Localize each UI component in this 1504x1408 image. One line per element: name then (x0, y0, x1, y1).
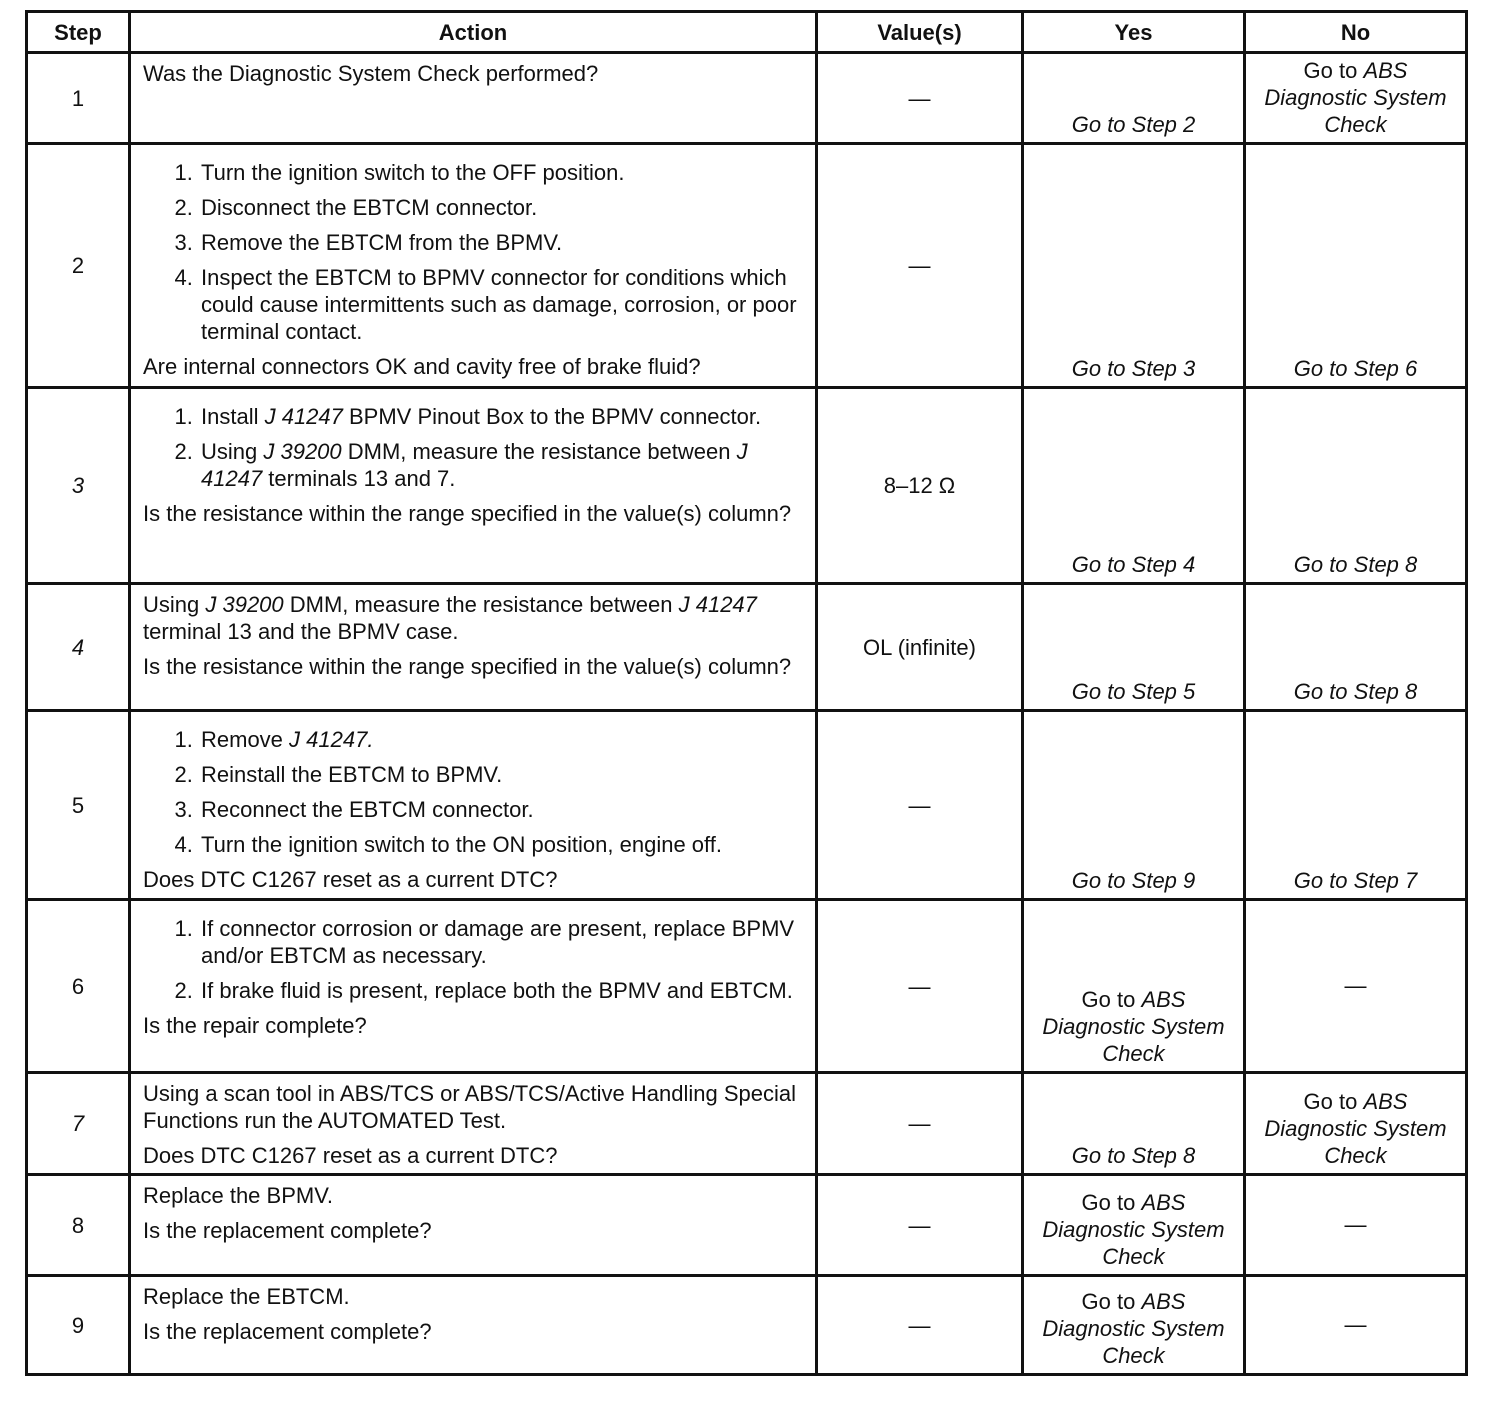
abs-check-ref: ABS Diagnostic System Check (1042, 1190, 1225, 1269)
action-step: 3. Remove the EBTCM from the BPMV. (199, 229, 809, 256)
no-cell: Go to Step 8 (1245, 584, 1467, 711)
header-value: Value(s) (817, 12, 1023, 53)
step-number: 7 (27, 1073, 130, 1175)
action-cell (130, 900, 817, 1073)
abs-check-ref: ABS Diagnostic System Check (1042, 1289, 1225, 1368)
value-cell: OL (infinite) (817, 584, 1023, 711)
table-row (27, 584, 1467, 711)
table-row (27, 711, 1467, 900)
tool-ref: J 39200 (205, 592, 284, 617)
action-question: Is the repair complete? (143, 1013, 367, 1038)
header-action: Action (130, 12, 817, 53)
header-no: No (1245, 12, 1467, 53)
action-question: Is the resistance within the range specified in the value(s) column? (143, 501, 792, 526)
yes-cell (1023, 1175, 1245, 1276)
table-row (27, 1073, 1467, 1175)
action-steps (143, 159, 809, 345)
tool-ref: J 41247. (289, 727, 374, 752)
action-cell (130, 584, 817, 711)
value-cell: — (817, 1175, 1023, 1276)
action-cell (130, 388, 817, 584)
action-step: 4. Inspect the EBTCM to BPMV connector for conditions which could cause intermittents such as damage, corrosion, or poor terminal contact. (199, 264, 809, 345)
action-question: Does DTC C1267 reset as a current DTC? (143, 867, 558, 892)
no-cell: Go to Step 8 (1245, 388, 1467, 584)
action-steps (143, 726, 809, 858)
action-cell (130, 144, 817, 388)
yes-cell (1023, 900, 1245, 1073)
value-cell: — (817, 1073, 1023, 1175)
table-row (27, 1175, 1467, 1276)
table-row (27, 388, 1467, 584)
no-cell: — (1245, 1276, 1467, 1375)
action-question: Are internal connectors OK and cavity free of brake fluid? (143, 354, 701, 379)
no-cell: — (1245, 900, 1467, 1073)
action-instruction: Using J 39200 DMM, measure the resistance between J 41247 terminal 13 and the BPMV case. (143, 592, 757, 644)
tool-ref: J 41247 (678, 592, 757, 617)
yes-cell: Go to Step 4 (1023, 388, 1245, 584)
go-to-text: Go to (1303, 58, 1364, 83)
action-question: Is the replacement complete? (143, 1319, 432, 1344)
header-row (27, 12, 1467, 53)
yes-cell: Go to Step 5 (1023, 584, 1245, 711)
header-yes: Yes (1023, 12, 1245, 53)
step-number: 9 (27, 1276, 130, 1375)
action-question: Is the replacement complete? (143, 1218, 432, 1243)
no-cell: — (1245, 1175, 1467, 1276)
abs-check-ref: ABS Diagnostic System Check (1042, 987, 1225, 1066)
go-to-text: Go to (1081, 1289, 1142, 1314)
action-step: 2. Disconnect the EBTCM connector. (199, 194, 809, 221)
go-to-text: Go to (1303, 1089, 1364, 1114)
action-instruction: Replace the EBTCM. (143, 1284, 350, 1309)
action-question: Is the resistance within the range specified in the value(s) column? (143, 654, 792, 679)
abs-check-ref: ABS Diagnostic System Check (1264, 1089, 1447, 1168)
value-cell: 8–12 Ω (817, 388, 1023, 584)
action-question: Does DTC C1267 reset as a current DTC? (143, 1143, 558, 1168)
action-cell (130, 53, 817, 144)
yes-cell: Go to Step 2 (1023, 53, 1245, 144)
go-to-text: Go to (1081, 987, 1142, 1012)
action-cell (130, 1175, 817, 1276)
action-step: 3. Reconnect the EBTCM connector. (199, 796, 809, 823)
action-step: 2. Reinstall the EBTCM to BPMV. (199, 761, 809, 788)
action-step: 4. Turn the ignition switch to the ON position, engine off. (199, 831, 809, 858)
tool-ref: J 41247 (264, 404, 343, 429)
table-row (27, 144, 1467, 388)
step-number: 8 (27, 1175, 130, 1276)
value-cell: — (817, 144, 1023, 388)
value-cell: — (817, 711, 1023, 900)
table-row (27, 1276, 1467, 1375)
no-cell: Go to Step 7 (1245, 711, 1467, 900)
table-row (27, 53, 1467, 144)
value-cell: — (817, 53, 1023, 144)
step-number: 4 (27, 584, 130, 711)
step-number: 6 (27, 900, 130, 1073)
header-step: Step (27, 12, 130, 53)
abs-check-ref: ABS Diagnostic System Check (1264, 58, 1447, 137)
action-question: Was the Diagnostic System Check performed? (143, 61, 599, 86)
value-cell: — (817, 1276, 1023, 1375)
action-step: 1. Remove J 41247. (199, 726, 809, 753)
yes-cell: Go to Step 9 (1023, 711, 1245, 900)
action-step: 1. Install J 41247 BPMV Pinout Box to the BPMV connector. (199, 403, 809, 430)
step-number: 5 (27, 711, 130, 900)
step-number: 1 (27, 53, 130, 144)
action-cell (130, 1073, 817, 1175)
table-row (27, 900, 1467, 1073)
action-instruction: Using a scan tool in ABS/TCS or ABS/TCS/Active Handling Special Functions run the AUTOMATED Test. (143, 1081, 796, 1133)
action-steps (143, 915, 809, 1004)
action-step: 1. If connector corrosion or damage are present, replace BPMV and/or EBTCM as necessary. (199, 915, 809, 969)
no-cell: Go to Step 6 (1245, 144, 1467, 388)
step-number: 2 (27, 144, 130, 388)
action-step: 2. If brake fluid is present, replace both the BPMV and EBTCM. (199, 977, 809, 1004)
no-cell (1245, 1073, 1467, 1175)
action-step: 2. Using J 39200 DMM, measure the resistance between J 41247 terminals 13 and 7. (199, 438, 809, 492)
action-cell (130, 1276, 817, 1375)
diagnostic-table (25, 10, 1468, 1376)
step-number: 3 (27, 388, 130, 584)
action-steps (143, 403, 809, 492)
action-step: 1. Turn the ignition switch to the OFF position. (199, 159, 809, 186)
action-cell (130, 711, 817, 900)
tool-ref: J 39200 (263, 439, 342, 464)
yes-cell: Go to Step 8 (1023, 1073, 1245, 1175)
go-to-text: Go to (1081, 1190, 1142, 1215)
value-cell: — (817, 900, 1023, 1073)
tool-ref: J 41247 (201, 439, 748, 491)
yes-cell (1023, 1276, 1245, 1375)
yes-cell: Go to Step 3 (1023, 144, 1245, 388)
action-instruction: Replace the BPMV. (143, 1183, 333, 1208)
no-cell (1245, 53, 1467, 144)
